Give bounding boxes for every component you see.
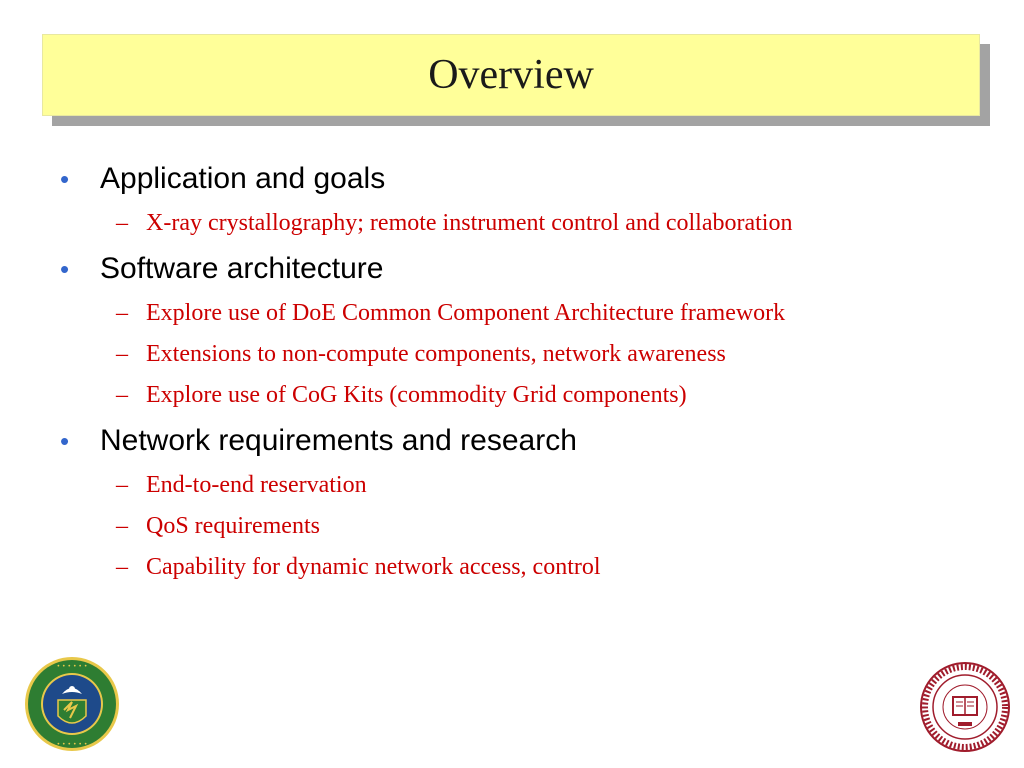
sub-item (116, 554, 601, 581)
iu-seal-icon (920, 662, 1010, 752)
sub-marker: – (116, 513, 128, 539)
sub-marker: – (116, 382, 128, 408)
bullet-marker: • (60, 254, 70, 284)
sub-text: End-to-end reservation (146, 472, 367, 498)
sub-item (116, 513, 320, 540)
sub-item (116, 341, 726, 368)
bullet-item (60, 424, 577, 458)
doe-seal-icon (24, 656, 120, 752)
bullet-text: Software architecture (100, 252, 384, 285)
bullet-item (60, 162, 385, 196)
sub-text: QoS requirements (146, 513, 320, 539)
sub-item (116, 382, 687, 409)
sub-item (116, 472, 367, 499)
sub-marker: – (116, 300, 128, 326)
sub-item (116, 300, 785, 327)
sub-marker: – (116, 210, 128, 236)
sub-text: Extensions to non-compute components, network awareness (146, 341, 726, 367)
bullet-text: Application and goals (100, 162, 386, 195)
iu-seal-logo (920, 662, 1016, 758)
slide-title: Overview (428, 52, 594, 98)
bullet-marker: • (60, 164, 70, 194)
bullet-item (60, 252, 383, 286)
sub-text: Explore use of CoG Kits (commodity Grid components) (146, 382, 687, 408)
svg-text:• • • • • •: • • • • • • (56, 741, 88, 748)
sub-marker: – (116, 472, 128, 498)
doe-seal-logo (24, 656, 120, 752)
sub-text: Explore use of DoE Common Component Architecture framework (146, 300, 786, 326)
bullet-marker: • (60, 426, 70, 456)
sub-text: X-ray crystallography; remote instrument control and collaboration (146, 210, 793, 236)
bullet-text: Network requirements and research (100, 424, 577, 457)
svg-text:• • • • • •: • • • • • • (56, 663, 88, 670)
sub-marker: – (116, 341, 128, 367)
sub-text: Capability for dynamic network access, control (146, 554, 601, 580)
sub-marker: – (116, 554, 128, 580)
sub-item (116, 210, 792, 237)
